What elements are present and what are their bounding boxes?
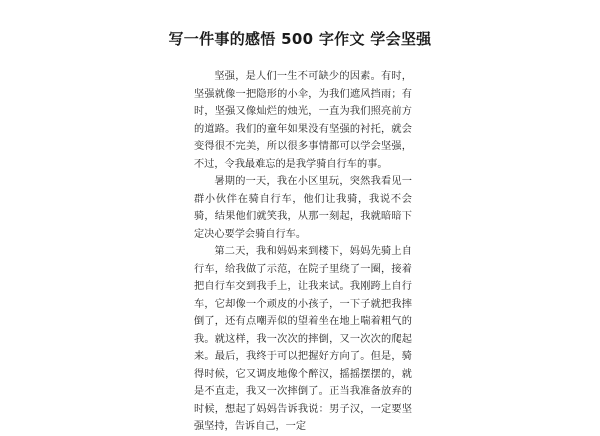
essay-body — [194, 68, 412, 436]
paragraph-3: 第二天，我和妈妈来到楼下，妈妈先骑上自行车，给我做了示范，在院子里绕了一圈，接着把自行车交到我手上，让我来试。我刚跨上自行车，它却像一个顽皮的小孩子，一下子就把我摔倒了，还有点嘲弄似的望着坐在地上喘着粗气的我。就这样，我一次次的摔倒，又一次次的爬起来。最后，我终于可以把握好方向了。但是，骑得时候，它又调皮地像个醉汉，摇摇摆摆的，就是不直走，我又一次摔倒了。正当我准备放弃的时候，想起了妈妈告诉我说：男子汉，一定要坚强坚持，告诉自己，一定 — [194, 246, 412, 432]
page-title: 写一件事的感悟 500 字作文 学会坚强 — [168, 30, 432, 48]
paragraph-1: 坚强，是人们一生不可缺少的因素。有时，坚强就像一把隐形的小伞，为我们遮风挡雨；有时，坚强又像灿烂的烛光，一直为我们照亮前方的道路。我们的童年如果没有坚强的衬托，就会变得很不完美，所以很多事情都可以学会坚强，不过，令我最难忘的是我学骑自行车的事。 — [194, 71, 412, 170]
paragraph-2: 暑期的一天，我在小区里玩，突然我看见一群小伙伴在骑自行车，他们让我骑，我说不会骑，结果他们就笑我，从那一刻起，我就暗暗下定决心要学会骑自行车。 — [194, 176, 412, 240]
